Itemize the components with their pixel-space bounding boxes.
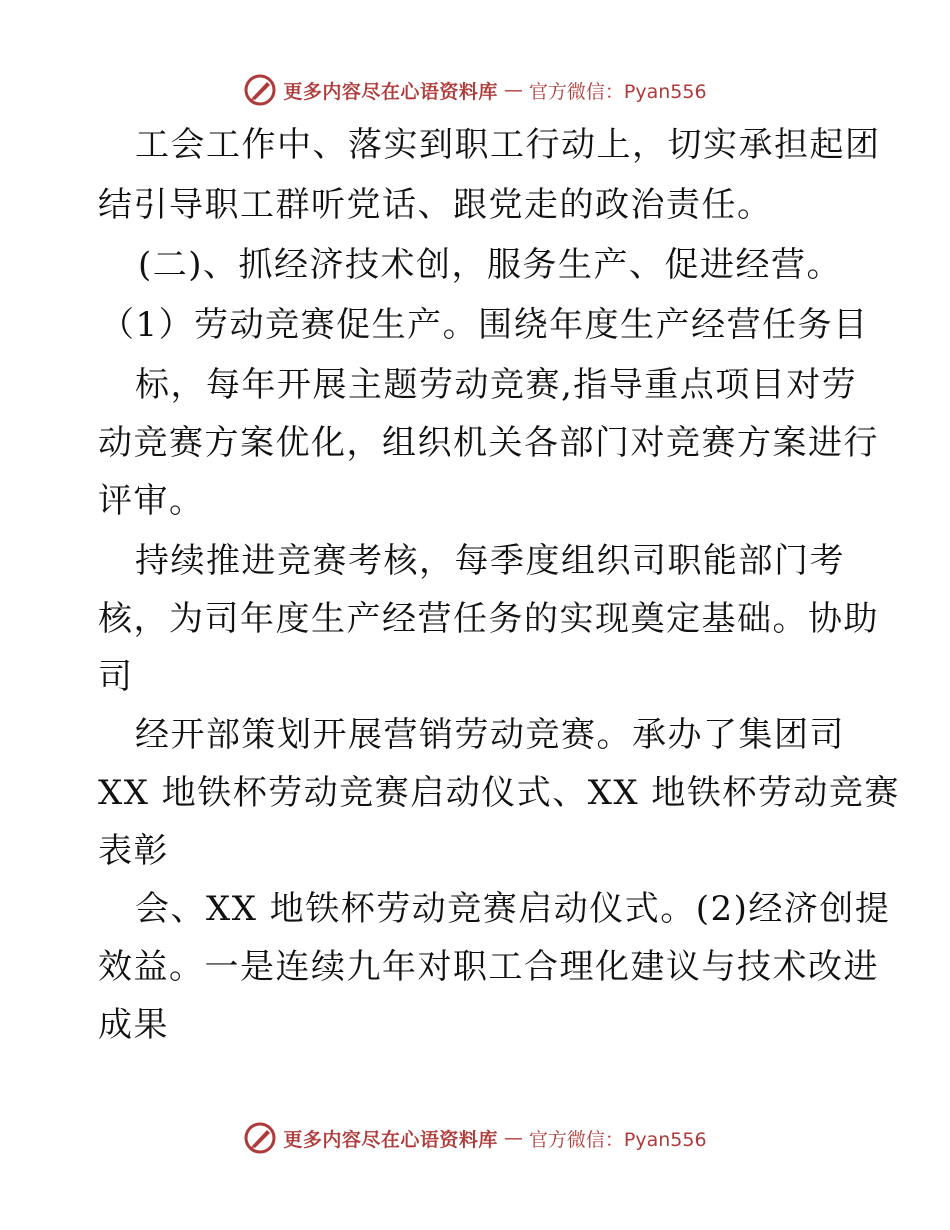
- body-line: XX 地铁杯劳动竞赛启动仪式、XX 地铁杯劳动竞赛: [98, 773, 900, 813]
- body-line: 动竞赛方案优化，组织机关各部门对竞赛方案进行: [98, 423, 879, 463]
- body-line: 效益。一是连续九年对职工合理化建议与技术改进: [98, 947, 879, 987]
- body-line: 工会工作中、落实到职工行动上，切实承担起团: [135, 125, 881, 165]
- banner-dash: —: [503, 79, 523, 101]
- banner-dash: —: [503, 1127, 523, 1149]
- banner-wechat-handle: 官方微信：Pyan556: [528, 1128, 707, 1151]
- banner-title: 更多内容尽在心语资料库: [283, 1128, 498, 1151]
- body-line: 表彰: [98, 831, 169, 871]
- body-line: （1）劳动竞赛促生产。围绕年度生产经营任务目: [100, 305, 869, 345]
- body-line: 成果: [98, 1005, 169, 1045]
- body-line: (二)、抓经济技术创，服务生产、促进经营。: [138, 245, 843, 285]
- feather-pen-logo-icon: [243, 73, 277, 107]
- body-line: 核，为司年度生产经营任务的实现奠定基础。协助: [98, 599, 879, 639]
- banner-wechat-handle: 官方微信：Pyan556: [528, 80, 707, 103]
- body-line: 结引导职工群听党话、跟党走的政治责任。: [98, 185, 773, 225]
- header-banner: [0, 70, 950, 110]
- footer-banner: [0, 1118, 950, 1158]
- banner-title: 更多内容尽在心语资料库: [283, 80, 498, 103]
- body-line: 评审。: [98, 481, 205, 521]
- feather-pen-logo-icon: [243, 1121, 277, 1155]
- body-line: 经开部策划开展营销劳动竞赛。承办了集团司: [135, 715, 845, 755]
- body-line: 持续推进竞赛考核，每季度组织司职能部门考: [135, 541, 845, 581]
- body-line: 司: [98, 657, 134, 697]
- body-line: 标，每年开展主题劳动竞赛,指导重点项目对劳: [135, 365, 858, 405]
- body-line: 会、XX 地铁杯劳动竞赛启动仪式。(2)经济创提: [135, 889, 891, 929]
